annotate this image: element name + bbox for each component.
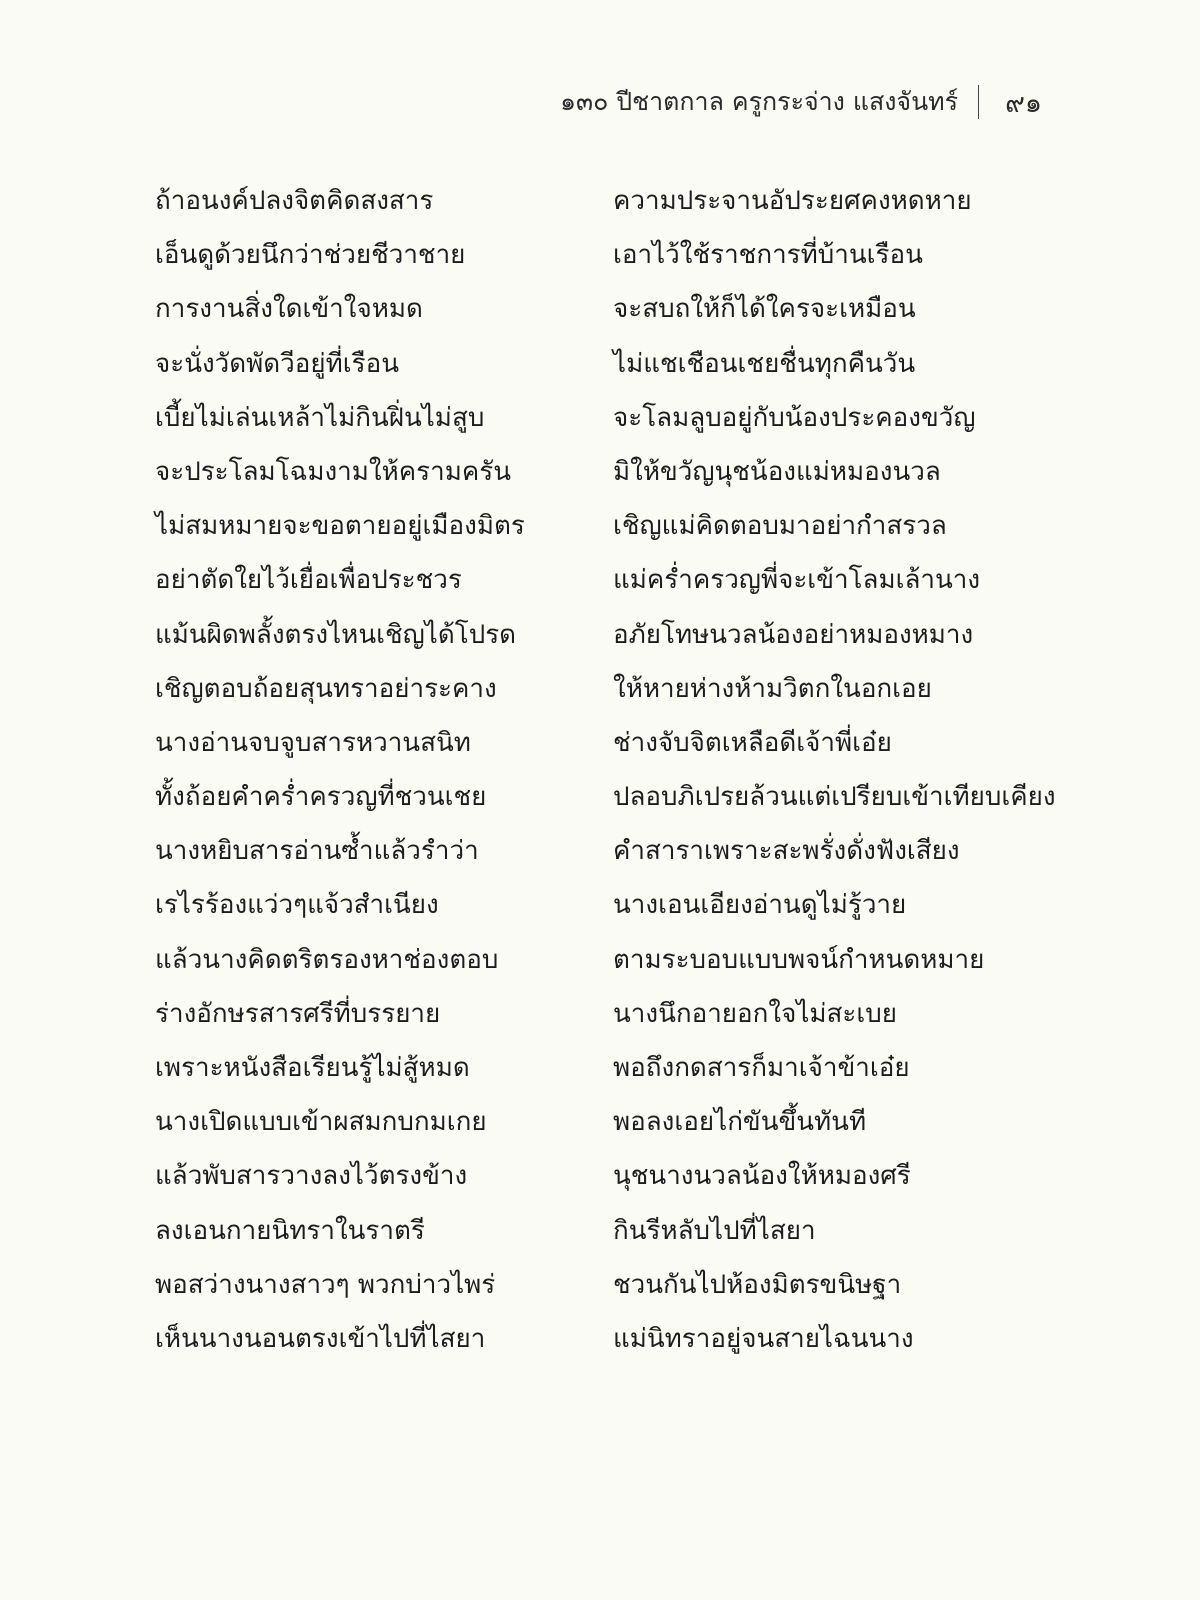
verse-line bbox=[155, 770, 1056, 824]
verse-line bbox=[155, 337, 1035, 391]
first-hemistich: ทั้งถ้อยคำคร่ำครวญที่ชวนเชย bbox=[155, 782, 487, 813]
running-title: ๑๓๐ ปีชาตกาล ครูกระจ่าง แสงจันทร์ bbox=[560, 87, 959, 116]
verse-line bbox=[155, 608, 1035, 662]
second-hemistich: นางเอนเอียงอ่านดูไม่รู้วาย bbox=[613, 890, 907, 921]
second-hemistich: เชิญแม่คิดตอบมาอย่ากำสรวล bbox=[613, 511, 947, 542]
verse-line bbox=[155, 1258, 1035, 1312]
first-hemistich: เชิญตอบถ้อยสุนทราอย่าระคาง bbox=[155, 673, 497, 704]
second-hemistich: ตามระบอบแบบพจน์กำหนดหมาย bbox=[613, 944, 985, 975]
first-hemistich: นางเปิดแบบเข้าผสมกบกมเกย bbox=[155, 1107, 487, 1138]
verse-line bbox=[155, 228, 1035, 282]
second-hemistich: ช่างจับจิตเหลือดีเจ้าพี่เอ๋ย bbox=[613, 727, 892, 758]
verse-line bbox=[155, 499, 1035, 553]
first-hemistich: พอสว่างนางสาวๆ พวกบ่าวไพร่ bbox=[155, 1269, 496, 1300]
first-hemistich: แล้วนางคิดตริตรองหาช่องตอบ bbox=[155, 944, 499, 975]
first-hemistich: ร่างอักษรสารศรีที่บรรยาย bbox=[155, 998, 441, 1029]
first-hemistich: เพราะหนังสือเรียนรู้ไม่สู้หมด bbox=[155, 1053, 470, 1083]
verse-line bbox=[155, 1041, 1035, 1095]
verse-line bbox=[155, 1149, 1035, 1203]
verse-line bbox=[155, 662, 1035, 716]
first-hemistich: แล้วพับสารวางลงไว้ตรงข้าง bbox=[155, 1161, 468, 1192]
second-hemistich: แม่นิทราอยู่จนสายไฉนนาง bbox=[613, 1323, 914, 1354]
verse-line bbox=[155, 553, 1035, 607]
first-hemistich: จะประโลมโฉมงามให้ครามครัน bbox=[155, 456, 511, 487]
first-hemistich: นางอ่านจบจูบสารหวานสนิท bbox=[155, 727, 471, 758]
second-hemistich: ไม่แชเชือนเชยชื่นทุกคืนวัน bbox=[613, 348, 916, 379]
first-hemistich: เอ็นดูด้วยนึกว่าช่วยชีวาชาย bbox=[155, 240, 466, 271]
second-hemistich: เอาไว้ใช้ราชการที่บ้านเรือน bbox=[613, 240, 923, 271]
verse-line bbox=[155, 716, 1035, 770]
first-hemistich: เบี้ยไม่เล่นเหล้าไม่กินฝิ่นไม่สูบ bbox=[155, 402, 485, 433]
first-hemistich: แม้นผิดพลั้งตรงไหนเชิญได้โปรด bbox=[155, 619, 517, 650]
verse-line bbox=[155, 824, 1035, 878]
second-hemistich: นางนึกอายอกใจไม่สะเบย bbox=[613, 998, 897, 1029]
page-number: ๙๑ bbox=[1005, 87, 1042, 119]
verse-line bbox=[155, 878, 1035, 932]
second-hemistich: มิให้ขวัญนุชน้องแม่หมองนวล bbox=[613, 456, 941, 487]
first-hemistich: การงานสิ่งใดเข้าใจหมด bbox=[155, 294, 423, 325]
second-hemistich: พอลงเอยไก่ขันขึ้นทันที bbox=[613, 1107, 867, 1138]
verse-line bbox=[155, 1312, 1035, 1366]
poem-body bbox=[155, 174, 1056, 1366]
second-hemistich: ให้หายห่างห้ามวิตกในอกเอย bbox=[613, 673, 932, 704]
verse-line bbox=[155, 987, 1035, 1041]
second-hemistich: กินรีหลับไปที่ไสยา bbox=[613, 1215, 816, 1246]
verse-line bbox=[155, 1095, 1035, 1149]
verse-line bbox=[155, 1204, 1035, 1258]
verse-line bbox=[155, 391, 1035, 445]
second-hemistich: คำสาราเพราะสะพรั่งดั่งฟังเสียง bbox=[613, 836, 960, 867]
first-hemistich: เรไรร้องแว่วๆแจ้วสำเนียง bbox=[155, 890, 439, 921]
second-hemistich: ความประจานอัประยศคงหดหาย bbox=[613, 186, 972, 216]
running-header bbox=[560, 82, 1042, 122]
first-hemistich: ลงเอนกายนิทราในราตรี bbox=[155, 1215, 425, 1246]
verse-line bbox=[155, 282, 1035, 336]
second-hemistich: แม่คร่ำครวญพี่จะเข้าโลมเล้านาง bbox=[613, 565, 981, 596]
verse-line bbox=[155, 445, 1035, 499]
first-hemistich: จะนั่งวัดพัดวีอยู่ที่เรือน bbox=[155, 348, 400, 379]
header-divider bbox=[978, 85, 979, 119]
second-hemistich: อภัยโทษนวลน้องอย่าหมองหมาง bbox=[613, 619, 974, 650]
first-hemistich: อย่าตัดใยไว้เยื่อเพื่อประชวร bbox=[155, 565, 462, 596]
second-hemistich: ชวนกันไปห้องมิตรขนิษฐา bbox=[613, 1269, 902, 1300]
second-hemistich: จะสบถให้ก็ได้ใครจะเหมือน bbox=[613, 294, 916, 325]
first-hemistich: นางหยิบสารอ่านซ้ำแล้วรำว่า bbox=[155, 836, 479, 867]
second-hemistich: พอถึงกดสารก็มาเจ้าข้าเอ๋ย bbox=[613, 1053, 910, 1083]
second-hemistich: จะโลมลูบอยู่กับน้องประคองขวัญ bbox=[613, 402, 976, 433]
first-hemistich: ถ้าอนงค์ปลงจิตคิดสงสาร bbox=[155, 186, 434, 216]
first-hemistich: เห็นนางนอนตรงเข้าไปที่ไสยา bbox=[155, 1323, 486, 1354]
verse-line bbox=[155, 174, 1035, 228]
first-hemistich: ไม่สมหมายจะขอตายอยู่เมืองมิตร bbox=[155, 511, 525, 542]
second-hemistich: ปลอบภิเปรยล้วนแต่เปรียบเข้าเทียบเคียง bbox=[613, 782, 1056, 813]
verse-line bbox=[155, 933, 1035, 987]
second-hemistich: นุชนางนวลน้องให้หมองศรี bbox=[613, 1161, 911, 1192]
